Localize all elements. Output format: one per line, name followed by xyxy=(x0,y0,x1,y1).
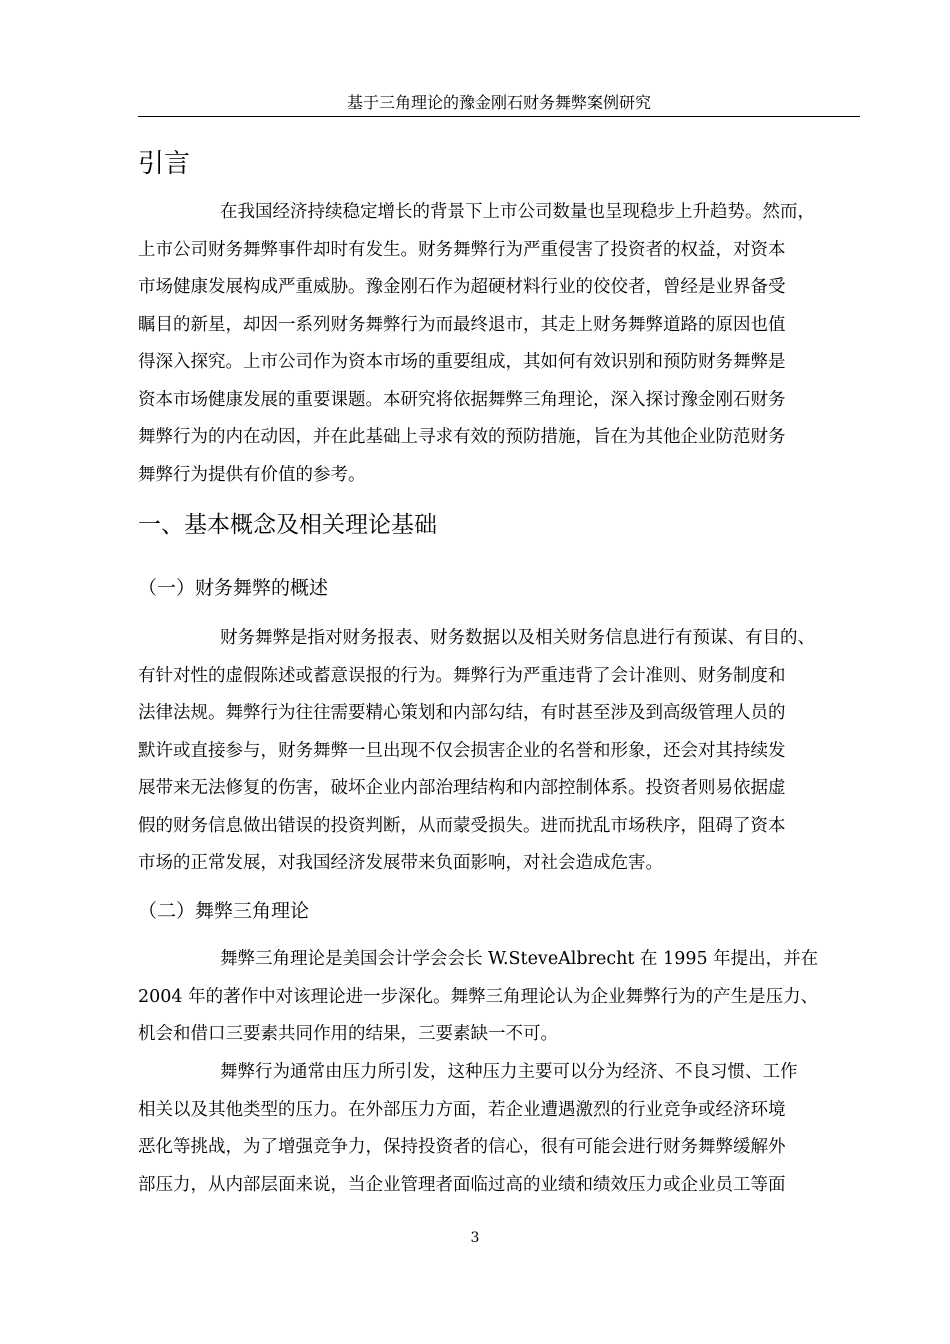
sub2-p2-line: 舞弊行为通常由压力所引发，这种压力主要可以分为经济、不良习惯、工作 xyxy=(220,1062,798,1082)
sub2-p1-line: 2004 年的著作中对该理论进一步深化。舞弊三角理论认为企业舞弊行为的产生是压力、 xyxy=(138,986,819,1007)
sub1-line: 财务舞弊是指对财务报表、财务数据以及相关财务信息进行有预谋、有目的、 xyxy=(220,628,815,648)
running-header-title: 基于三角理论的豫金刚石财务舞弊案例研究 xyxy=(346,93,651,112)
intro-line: 资本市场健康发展的重要课题。本研究将依据舞弊三角理论，深入探讨豫金刚石财务 xyxy=(138,389,786,410)
running-header xyxy=(138,92,860,117)
intro-line: 上市公司财务舞弊事件却时有发生。财务舞弊行为严重侵害了投资者的权益，对资本 xyxy=(138,239,786,260)
section1-heading: 一、基本概念及相关理论基础 xyxy=(138,512,437,538)
sub1-line: 默许或直接参与，财务舞弊一旦出现不仅会损害企业的名誉和形象，还会对其持续发 xyxy=(138,740,786,761)
subsection2-paragraph-2 xyxy=(138,1054,860,1204)
sub1-line: 法律法规。舞弊行为往往需要精心策划和内部勾结，有时甚至涉及到高级管理人员的 xyxy=(138,703,786,723)
subsection1-heading: （一）财务舞弊的概述 xyxy=(138,577,329,599)
subsection2-heading: （二）舞弊三角理论 xyxy=(138,900,310,922)
intro-paragraph xyxy=(138,194,860,494)
page-number: 3 xyxy=(470,1230,480,1246)
sub1-line: 市场的正常发展，对我国经济发展带来负面影响，对社会造成危害。 xyxy=(138,853,663,873)
intro-heading: 引言 xyxy=(138,149,191,179)
sub1-line: 假的财务信息做出错误的投资判断，从而蒙受损失。进而扰乱市场秩序，阻碍了资本 xyxy=(138,815,786,836)
sub1-line: 有针对性的虚假陈述或蓄意误报的行为。舞弊行为严重违背了会计准则、财务制度和 xyxy=(138,665,786,686)
intro-line: 舞弊行为的内在动因，并在此基础上寻求有效的预防措施，旨在为其他企业防范财务 xyxy=(138,427,786,447)
sub2-p1-line: 机会和借口三要素共同作用的结果，三要素缺一不可。 xyxy=(138,1024,558,1044)
sub2-p1-line: 舞弊三角理论是美国会计学会会长 W.SteveAlbrecht 在 1995 年提出，并在 xyxy=(220,949,819,969)
sub1-line: 展带来无法修复的伤害，破坏企业内部治理结构和内部控制体系。投资者则易依据虚 xyxy=(138,778,786,798)
intro-line: 在我国经济持续稳定增长的背景下上市公司数量也呈现稳步上升趋势。然而， xyxy=(220,202,815,222)
sub2-p2-line: 恶化等挑战，为了增强竞争力，保持投资者的信心，很有可能会进行财务舞弊缓解外 xyxy=(138,1137,786,1157)
intro-line: 得深入探究。上市公司作为资本市场的重要组成，其如何有效识别和预防财务舞弊是 xyxy=(138,352,786,372)
subsection1-paragraph xyxy=(138,620,860,883)
subsection2-paragraph-1 xyxy=(138,941,860,1054)
intro-line: 市场健康发展构成严重威胁。豫金刚石作为超硬材料行业的佼佼者，曾经是业界备受 xyxy=(138,277,786,297)
intro-line: 舞弊行为提供有价值的参考。 xyxy=(138,464,366,485)
sub2-p2-line: 部压力，从内部层面来说，当企业管理者面临过高的业绩和绩效压力或企业员工等面 xyxy=(138,1174,786,1195)
sub2-p2-line: 相关以及其他类型的压力。在外部压力方面，若企业遭遇激烈的行业竞争或经济环境 xyxy=(138,1099,786,1120)
intro-line: 瞩目的新星，却因一系列财务舞弊行为而最终退市，其走上财务舞弊道路的原因也值 xyxy=(138,314,786,335)
